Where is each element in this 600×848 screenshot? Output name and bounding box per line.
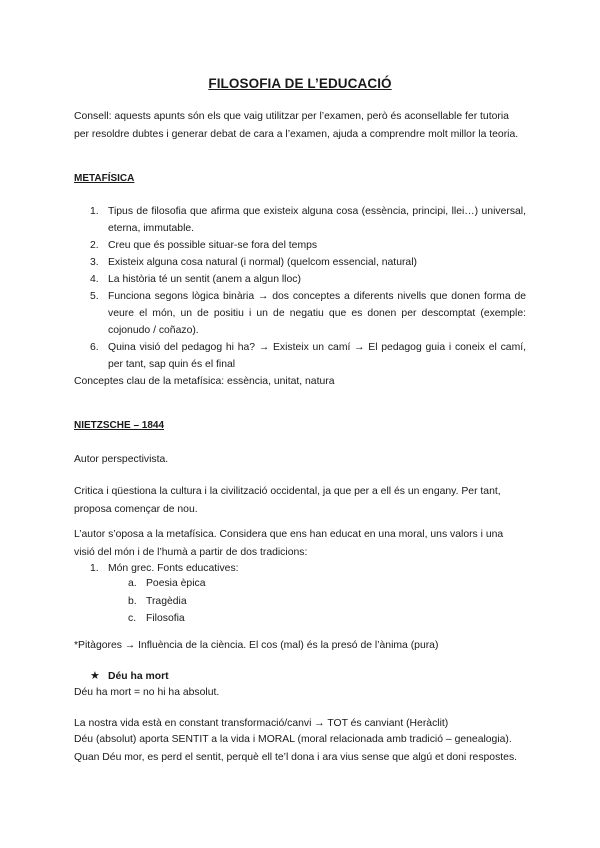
nietzsche-heading: NIETZSCHE – 1844 bbox=[74, 420, 165, 431]
list-item: 1. Tipus de filosofia que afirma que existeix alguna cosa (essència, principi, llei…) universal, eterna, immutable. bbox=[90, 206, 526, 234]
metafisica-concepts: Conceptes clau de la metafísica: essència, unitat, natura bbox=[74, 376, 335, 387]
list-item: 3. Existeix alguna cosa natural (i normal) (quelcom essencial, natural) bbox=[90, 257, 417, 268]
nietzsche-p5: La nostra vida està en constant transformació/canvi → TOT és canviant (Heràclit) bbox=[74, 718, 449, 729]
nietzsche-p1: Autor perspectivista. bbox=[74, 454, 169, 465]
metafisica-heading: METAFÍSICA bbox=[74, 173, 135, 184]
document-title: FILOSOFIA DE L’EDUCACIÓ bbox=[208, 76, 392, 91]
intro-paragraph: Consell: aquests apunts són els que vaig utilitzar per l’examen, però és aconsellable fer tutoria per resoldre dubtes i generar debat de cara a l’examen, ajuda a comprendre molt millor la teoria. bbox=[74, 111, 519, 140]
list-item: 4. La història té un sentit (anem a algun lloc) bbox=[90, 274, 301, 285]
list-item: b. Tragèdia bbox=[128, 595, 187, 607]
fonts-educatives-list bbox=[74, 575, 526, 628]
list-item: 2. Creu que és possible situar-se fora del temps bbox=[90, 240, 318, 251]
metafisica-list bbox=[74, 203, 526, 373]
nietzsche-p3: L’autor s’oposa a la metafísica. Considera que ens han educat en una moral, uns valors i una visió del món i de l’humà a partir de dos tradicions: bbox=[74, 529, 504, 558]
list-item: c. Filosofia bbox=[128, 613, 185, 624]
star-bullet-icon: ★ bbox=[90, 670, 100, 682]
nietzsche-p4: Déu ha mort = no hi ha absolut. bbox=[74, 687, 220, 698]
pitagores-note: *Pitàgores → Influència de la ciència. El cos (mal) és la presó de l’ànima (pura) bbox=[74, 640, 439, 651]
list-item: 5. Funciona segons lògica binària → dos conceptes a diferents nivells que donen forma de veure el món, un de positiu i un de negatiu que es donen per descomptat (exemple: cojonudo / coñazo). bbox=[90, 291, 526, 336]
list-item: 1. Món grec. Fonts educatives: bbox=[90, 563, 239, 574]
list-item: 6. Quina visió del pedagog hi ha? → Existeix un camí → El pedagog guia i coneix el camí, per tant, sap quin és el final bbox=[90, 342, 526, 370]
deu-ha-mort-heading: ★ Déu ha mort bbox=[90, 670, 169, 682]
nietzsche-p6: Déu (absolut) aporta SENTIT a la vida i MORAL (moral relacionada amb tradició – genealogia). Quan Déu mor, es perd el sentit, perquè ell te’l dona i ara vius sense que algú et doni respostes. bbox=[74, 734, 518, 763]
nietzsche-p2: Critica i qüestiona la cultura i la civilització occidental, ja que per a ell és un engany. Per tant, proposa començar de nou. bbox=[74, 486, 501, 515]
list-item: a. Poesia èpica bbox=[128, 578, 206, 589]
